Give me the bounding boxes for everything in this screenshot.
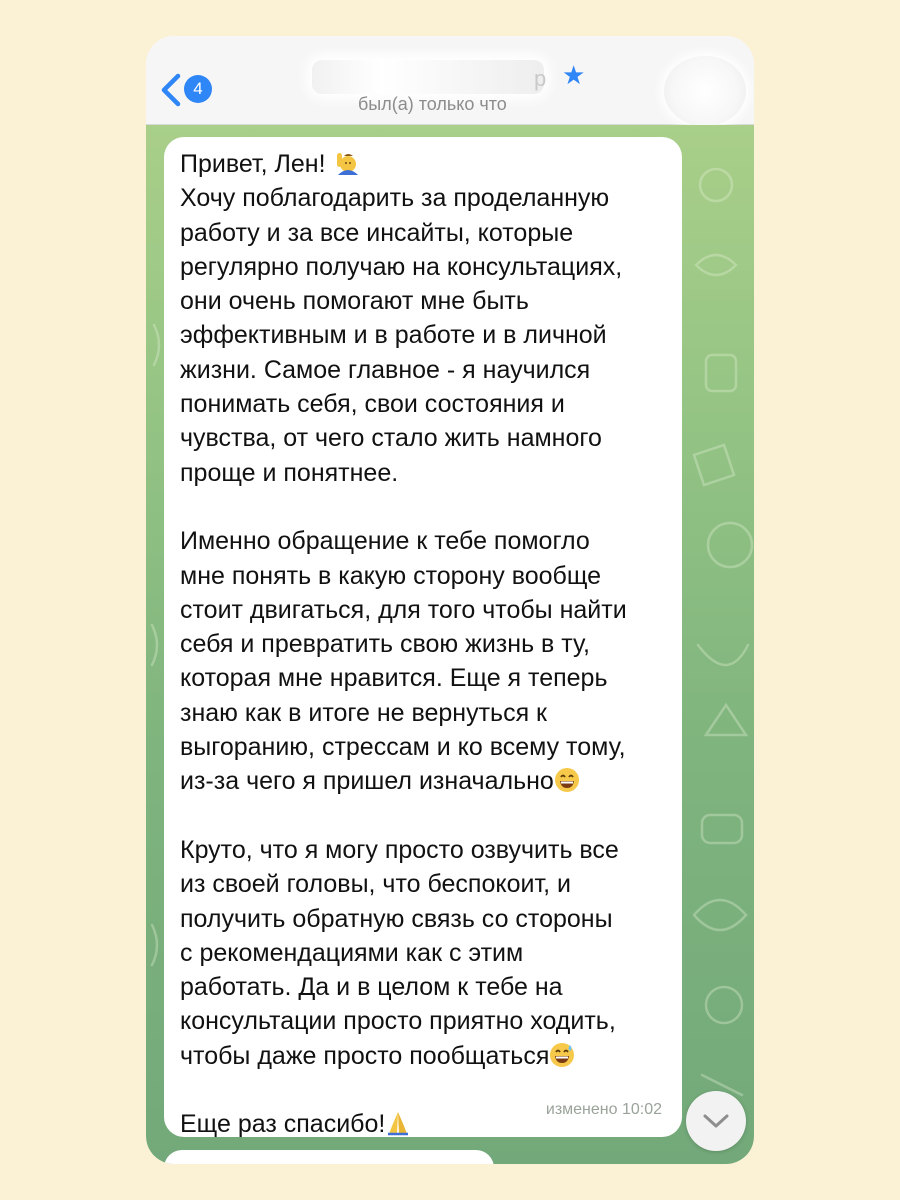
grinning-face-emoji-icon (554, 767, 580, 793)
unread-count-badge[interactable]: 4 (184, 75, 212, 103)
name-redaction (312, 60, 547, 94)
next-message-bubble[interactable] (164, 1150, 494, 1164)
star-icon: ★ (562, 60, 586, 90)
message-paragraph-1: Хочу поблагодарить за проделанную работу и за все инсайты, которые регулярно получаю на консультациях, они очень помогают мне быть эффективным и в работе и в личной жизни. Самое главное - я научился понимать себя, свои состояния и чувства, от чего стало жить намного проще и понятнее. (180, 184, 623, 487)
sweat-smile-emoji-icon (549, 1042, 575, 1068)
scroll-down-button[interactable] (686, 1091, 746, 1151)
message-paragraph-2: Именно обращение к тебе помогло мне понять в какую сторону вообще стоит двигаться, для того чтобы найти себя и превратить свою жизнь в ту, которая мне нравится. Еще я теперь знаю как в итоге не вернуться к выгоранию, стрессам и ко всему тому, из-за чего я пришел изначально (180, 527, 627, 796)
message-paragraph-3: Круто, что я могу просто озвучить все из своей головы, что беспокоит, и получить обратную связь со стороны с рекомендациями как с этим работать. Да и в целом к тебе на консультации просто приятно ходить, чтобы даже просто пообщаться (180, 835, 619, 1070)
avatar[interactable] (664, 56, 746, 126)
closing-text: Еще раз спасибо! (180, 1110, 386, 1139)
chevron-left-icon (158, 70, 184, 110)
raising-hand-emoji-icon (333, 150, 359, 176)
last-seen-status: был(а) только что (358, 94, 507, 114)
edited-timestamp: изменено 10:02 (545, 1101, 662, 1118)
message-text (180, 147, 680, 1142)
chat-area[interactable] (146, 125, 754, 1164)
chevron-down-icon (701, 1111, 731, 1131)
folded-hands-emoji-icon (385, 1110, 411, 1136)
phone-screen (146, 36, 754, 1164)
greeting-text: Привет, Лен! (180, 150, 333, 178)
message-bubble[interactable] (164, 137, 682, 1137)
contact-name-tail: р (534, 66, 547, 91)
chat-header (146, 36, 754, 125)
